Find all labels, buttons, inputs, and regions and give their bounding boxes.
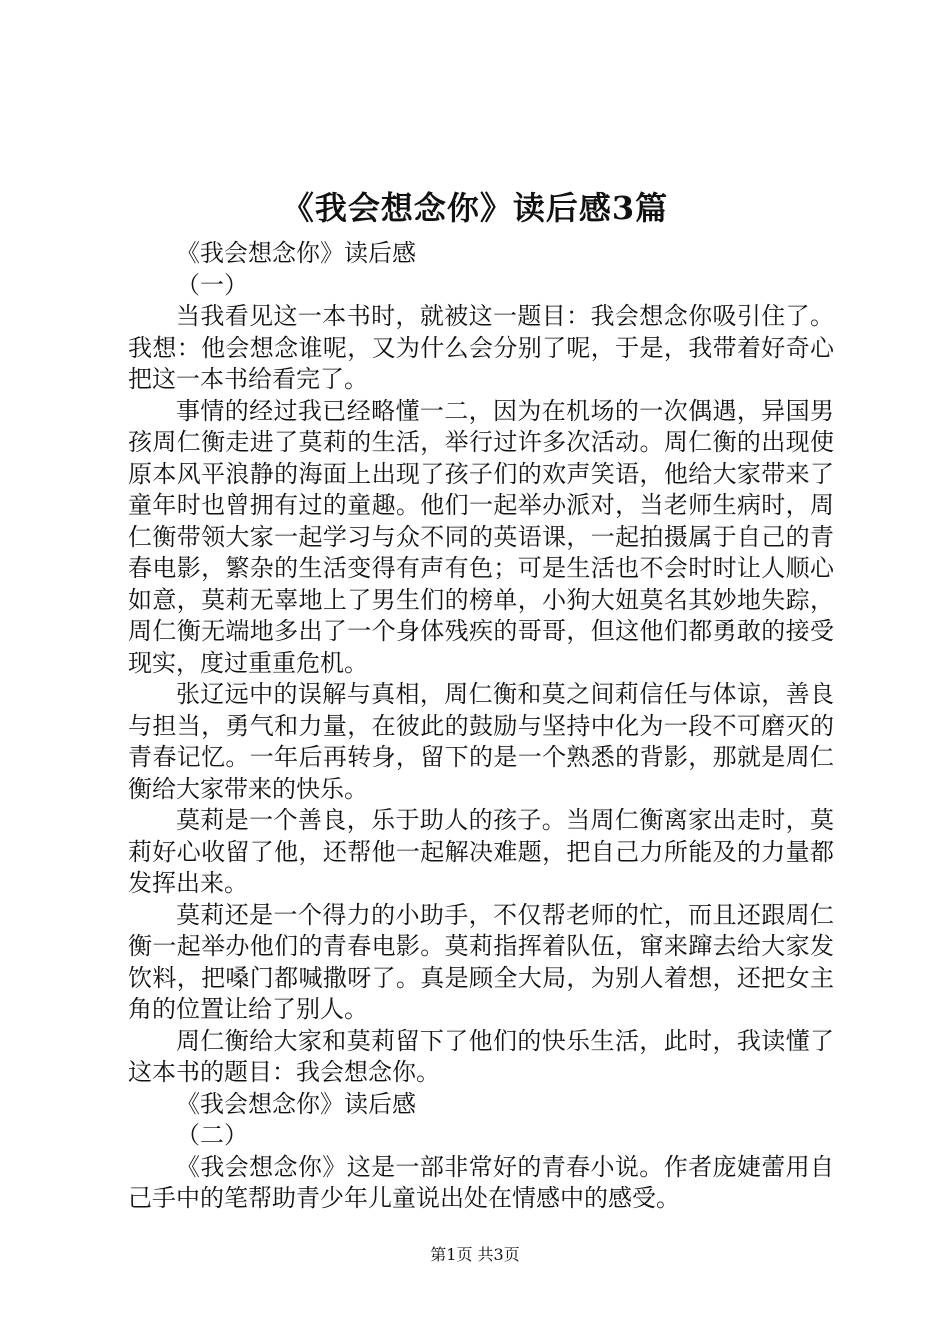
section-heading: 《我会想念你》读后感 (176, 239, 416, 267)
paragraph: 莫莉还是一个得力的小助手，不仅帮老师的忙，而且还跟周仁衡一起举办他们的青春电影。莫莉指挥着队伍，窜来蹿去给大家发饮料，把嗓门都喊撒呀了。真是顾全大局，为别人着想，还把女主角的位置让给了别人。 (128, 900, 834, 1023)
paragraph: 张辽远中的误解与真相，周仁衡和莫之间莉信任与体谅，善良与担当，勇气和力量，在彼此的鼓励与坚持中化为一段不可磨灭的青春记忆。一年后再转身，留下的是一个熟悉的背影，那就是周仁衡给大家带来的快乐。 (128, 680, 834, 803)
paragraph: 《我会想念你》这是一部非常好的青春小说。作者庞婕蕾用自己手中的笔帮助青少年儿童说出处在情感中的感受。 (128, 1152, 834, 1212)
section-number: （二） (176, 1121, 248, 1149)
page-footer: 第1页 共3页 (430, 1245, 520, 1264)
paragraph: 事情的经过我已经略懂一二，因为在机场的一次偶遇，异国男孩周仁衡走进了莫莉的生活，举行过许多次活动。周仁衡的出现使原本风平浪静的海面上出现了孩子们的欢声笑语，他给大家带来了童年时也曾拥有过的童趣。他们一起举办派对，当老师生病时，周仁衡带领大家一起学习与众不同的英语课，一起拍摄属于自己的青春电影，繁杂的生活变得有声有色；可是生活也不会时时让人顺心如意，莫莉无辜地上了男生们的榜单，小狗大妞莫名其妙地失踪，周仁衡无端地多出了一个身体残疾的哥哥，但这他们都勇敢的接受现实，度过重重危机。 (128, 396, 834, 677)
paragraph: 莫莉是一个善良，乐于助人的孩子。当周仁衡离家出走时，莫莉好心收留了他，还帮他一起解决难题，把自己力所能及的力量都发挥出来。 (128, 806, 834, 897)
paragraph: 当我看见这一本书时，就被这一题目：我会想念你吸引住了。我想：他会想念谁呢，又为什么会分别了呢，于是，我带着好奇心把这一本书给看完了。 (128, 302, 834, 393)
document-body (128, 238, 834, 1215)
section-heading: 《我会想念你》读后感 (176, 1089, 416, 1118)
document-title: 《我会想念你》读后感3篇 (281, 189, 669, 227)
paragraph: 周仁衡给大家和莫莉留下了他们的快乐生活，此时，我读懂了这本书的题目：我会想念你。 (128, 1026, 834, 1086)
section-number: （一） (176, 270, 248, 299)
